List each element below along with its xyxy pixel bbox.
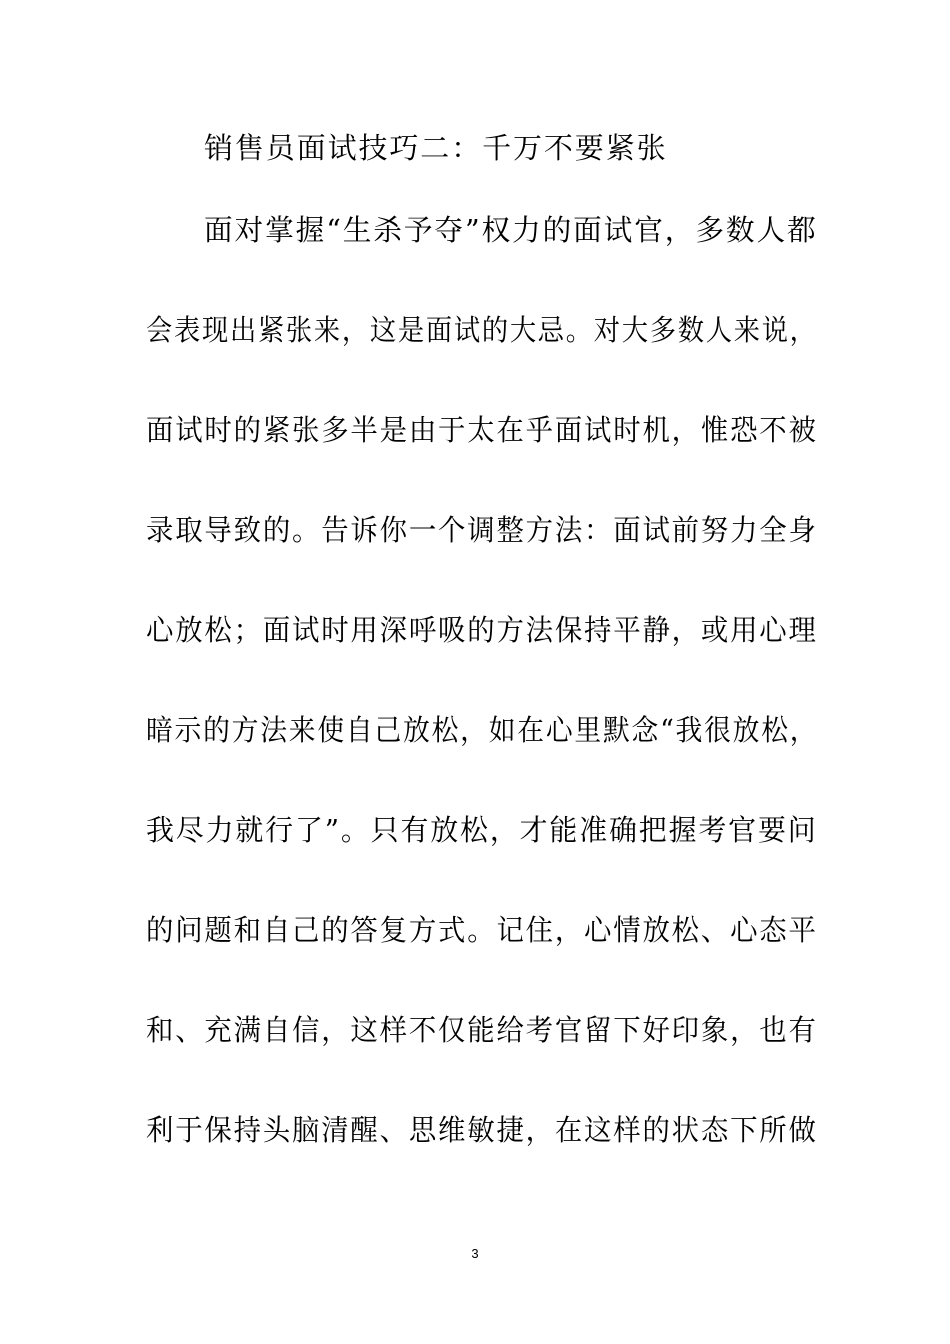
paragraph-line: 录取导致的。告诉你一个调整方法：面试前努力全身 [146,513,818,547]
paragraph-line: 心放松；面试时用深呼吸的方法保持平静，或用心理 [146,613,818,647]
page-number: 3 [471,1246,479,1261]
paragraph-line: 面试时的紧张多半是由于太在乎面试时机，惟恐不被 [146,413,818,447]
paragraph-line: 会表现出紧张来，这是面试的大忌。对大多数人来说， [146,313,818,347]
paragraph-line: 利于保持头脑清醒、思维敏捷，在这样的状态下所做 [146,1113,818,1147]
paragraph-line: 我尽力就行了”。只有放松，才能准确把握考官要问 [146,813,818,847]
paragraph-line: 的问题和自己的答复方式。记住，心情放松、心态平 [146,913,818,947]
paragraph-line: 面对掌握“生杀予夺”权力的面试官，多数人都 [204,213,818,247]
paragraph-line: 暗示的方法来使自己放松，如在心里默念“我很放松， [146,713,819,747]
paragraph-line: 和、充满自信，这样不仅能给考官留下好印象，也有 [146,1013,818,1047]
section-heading: 销售员面试技巧二：千万不要紧张 [204,131,668,165]
